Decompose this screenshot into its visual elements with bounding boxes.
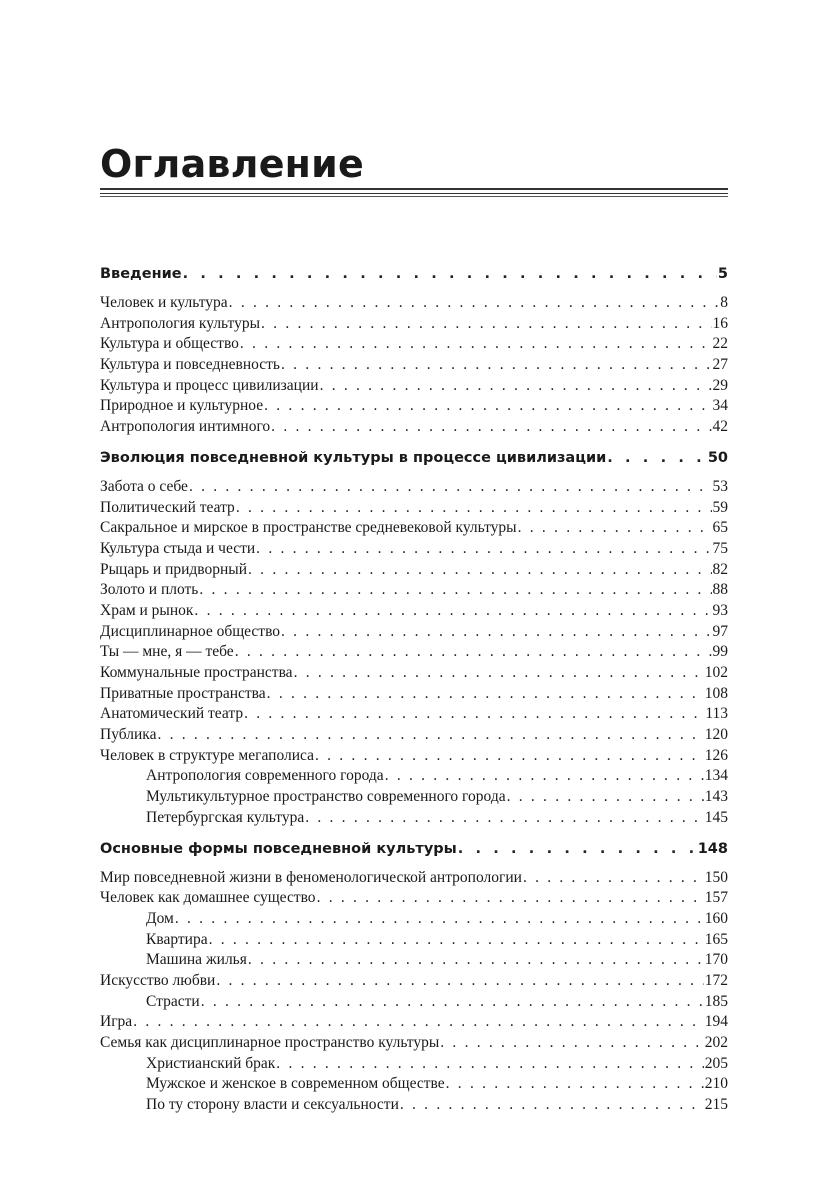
dot-leader	[281, 623, 711, 641]
entry-title: По ту сторону власти и сексуальности	[146, 1096, 399, 1114]
entry-title: Страсти	[146, 992, 200, 1010]
title-rule	[100, 196, 728, 197]
entry-page-number: 126	[704, 746, 728, 764]
entry-title: Антропология современного города	[146, 767, 384, 785]
entry-page-number: 157	[704, 889, 728, 907]
entry-page-number: 194	[704, 1013, 728, 1031]
toc-entry[interactable]	[100, 869, 728, 890]
entry-title: Ты — мне, я — тебе	[100, 643, 234, 661]
book-page	[100, 0, 728, 1200]
title-rule	[100, 193, 728, 194]
toc-entry[interactable]	[100, 685, 728, 706]
dot-leader	[133, 1013, 704, 1031]
dot-leader	[446, 1075, 704, 1093]
toc-entry[interactable]	[100, 356, 728, 377]
toc-entry[interactable]	[100, 664, 728, 685]
entry-page-number: 120	[704, 726, 728, 744]
dot-leader	[523, 869, 704, 887]
dot-leader	[267, 685, 704, 703]
toc-entry[interactable]	[100, 294, 728, 315]
entry-page-number: 215	[704, 1096, 728, 1114]
entry-page-number: 22	[712, 335, 728, 353]
entry-title: Приватные пространства	[100, 684, 266, 702]
entry-title: Семья как дисциплинарное пространство культуры	[100, 1034, 440, 1051]
toc-entry[interactable]	[100, 478, 728, 499]
dot-leader	[305, 809, 704, 827]
dot-leader	[240, 335, 712, 353]
toc-subentry[interactable]	[100, 910, 728, 931]
entry-page-number: 160	[704, 909, 728, 927]
entry-title: Человек как домашнее существо	[100, 889, 316, 907]
dot-leader	[276, 1055, 703, 1073]
entry-title: Дом	[146, 909, 174, 927]
dot-leader	[244, 705, 704, 723]
entry-page-number: 150	[704, 868, 728, 886]
entry-page-number: 16	[712, 314, 728, 332]
toc-subentry[interactable]	[100, 931, 728, 952]
toc-subentry[interactable]	[100, 788, 728, 809]
entry-title: Антропология культуры	[100, 314, 261, 332]
dot-leader	[607, 450, 707, 466]
entry-title: Культура и общество	[100, 335, 239, 353]
toc-entry[interactable]	[100, 643, 728, 664]
dot-leader	[175, 910, 704, 928]
entry-title: Квартира	[146, 930, 208, 948]
toc-subentry[interactable]	[100, 1096, 728, 1117]
dot-leader	[264, 397, 711, 415]
section-page-number: 50	[707, 449, 728, 466]
entry-page-number: 134	[704, 767, 728, 785]
dot-leader	[189, 478, 712, 496]
section-page-number: 148	[697, 840, 728, 857]
toc-entry[interactable]	[100, 726, 728, 747]
toc-entry[interactable]	[100, 889, 728, 910]
entry-page-number: 210	[704, 1075, 728, 1093]
toc-entry[interactable]	[100, 335, 728, 356]
entry-page-number: 82	[712, 560, 728, 578]
entry-page-number: 88	[712, 581, 728, 599]
dot-leader	[518, 519, 712, 537]
entry-title: Забота о себе	[100, 477, 188, 495]
entry-page-number: 170	[704, 951, 728, 969]
dot-leader	[281, 356, 712, 374]
dot-leader	[507, 788, 704, 806]
entry-page-number: 113	[705, 705, 728, 723]
dot-leader	[400, 1096, 704, 1114]
toc-entry[interactable]	[100, 315, 728, 336]
entry-page-number: 59	[712, 498, 728, 516]
dot-leader	[317, 889, 704, 907]
entry-title: Человек в структуре мегаполиса	[100, 746, 314, 764]
entry-title: Рыцарь и придворный	[100, 560, 248, 578]
entry-title: Христианский брак	[146, 1054, 276, 1072]
dot-leader	[235, 643, 712, 661]
entry-title: Антропология интимного	[100, 418, 271, 436]
entry-page-number: 75	[712, 539, 728, 557]
toc-subentry[interactable]	[100, 1075, 728, 1096]
entry-page-number: 108	[704, 684, 728, 702]
entry-title: Коммунальные пространства	[100, 664, 293, 681]
entry-title: Машина жилья	[146, 951, 247, 969]
dot-leader	[261, 315, 711, 333]
entry-page-number: 27	[712, 356, 728, 374]
dot-leader	[385, 767, 704, 785]
entry-title: Культура стыда и чести	[100, 539, 256, 557]
toc-entry[interactable]	[100, 418, 728, 439]
entry-page-number: 42	[712, 418, 728, 436]
entry-page-number: 145	[704, 808, 728, 826]
dot-leader	[271, 418, 711, 436]
table-of-contents	[100, 266, 728, 1117]
toc-entry[interactable]	[100, 747, 728, 768]
entry-title: Мультикультурное пространство современного города	[146, 788, 506, 806]
entry-page-number: 53	[712, 477, 728, 495]
entry-page-number: 99	[712, 643, 728, 661]
entry-page-number: 172	[704, 971, 728, 989]
entry-title: Храм и рынок	[100, 601, 194, 619]
section-title: Эволюция повседневной культуры в процессе цивилизации	[100, 449, 607, 466]
entry-page-number: 102	[704, 664, 728, 681]
section-title: Основные формы повседневной культуры	[100, 840, 457, 857]
toc-entry[interactable]	[100, 972, 728, 993]
entry-title: Петербургская культура	[146, 808, 305, 826]
toc-entry[interactable]	[100, 397, 728, 418]
toc-section-heading[interactable]	[100, 266, 728, 294]
dot-leader	[216, 972, 703, 990]
toc-section	[100, 450, 728, 830]
dot-leader	[157, 726, 703, 744]
toc-subentry[interactable]	[100, 951, 728, 972]
dot-leader	[201, 993, 704, 1011]
dot-leader	[209, 931, 704, 949]
page-title: Оглавление	[100, 142, 364, 186]
title-rule	[100, 188, 728, 190]
entry-page-number: 185	[704, 992, 728, 1010]
toc-entry[interactable]	[100, 1034, 728, 1055]
toc-subentry[interactable]	[100, 1055, 728, 1076]
entry-page-number: 97	[712, 622, 728, 640]
entry-title: Публика	[100, 726, 157, 744]
dot-leader	[194, 602, 711, 620]
entry-title: Анатомический театр	[100, 705, 244, 723]
toc-entry[interactable]	[100, 1013, 728, 1034]
section-title: Введение	[100, 266, 182, 282]
entry-title: Игра	[100, 1013, 133, 1031]
entry-page-number: 34	[712, 397, 728, 415]
entry-page-number: 65	[712, 519, 728, 537]
section-page-number: 5	[717, 266, 728, 282]
entry-title: Сакральное и мирское в пространстве средневековой культуры	[100, 519, 517, 537]
dot-leader	[320, 377, 712, 395]
dot-leader	[458, 841, 697, 857]
toc-entry[interactable]	[100, 561, 728, 582]
entry-title: Мир повседневной жизни в феноменологической антропологии	[100, 868, 522, 886]
dot-leader	[236, 499, 712, 517]
toc-section	[100, 841, 728, 1117]
toc-section	[100, 266, 728, 439]
toc-entry[interactable]	[100, 519, 728, 540]
entry-page-number: 143	[704, 788, 728, 806]
toc-section-heading[interactable]	[100, 841, 728, 869]
toc-entry[interactable]	[100, 377, 728, 398]
entry-page-number: 165	[704, 930, 728, 948]
dot-leader	[294, 664, 704, 682]
toc-subentry[interactable]	[100, 809, 728, 830]
dot-leader	[315, 747, 704, 765]
toc-entry[interactable]	[100, 602, 728, 623]
dot-leader	[256, 540, 711, 558]
toc-entry[interactable]	[100, 499, 728, 520]
dot-leader	[248, 561, 711, 579]
toc-subentry[interactable]	[100, 993, 728, 1014]
dot-leader	[248, 951, 704, 969]
toc-entry[interactable]	[100, 623, 728, 644]
entry-title: Политический театр	[100, 498, 235, 516]
entry-title: Золото и плоть	[100, 581, 199, 599]
dot-leader	[440, 1034, 703, 1052]
toc-entry[interactable]	[100, 540, 728, 561]
entry-page-number: 93	[712, 601, 728, 619]
entry-page-number: 205	[704, 1054, 728, 1072]
dot-leader	[199, 581, 711, 599]
toc-entry[interactable]	[100, 705, 728, 726]
entry-title: Дисциплинарное общество	[100, 622, 281, 640]
entry-title: Культура и процесс цивилизации	[100, 376, 319, 394]
entry-title: Природное и культурное	[100, 397, 264, 415]
entry-title: Культура и повседневность	[100, 356, 280, 374]
entry-page-number: 8	[720, 294, 728, 311]
dot-leader	[183, 266, 717, 282]
dot-leader	[229, 294, 720, 312]
entry-title: Мужское и женское в современном обществе	[146, 1075, 445, 1093]
toc-subentry[interactable]	[100, 767, 728, 788]
toc-entry[interactable]	[100, 581, 728, 602]
entry-title: Человек и культура	[100, 294, 228, 311]
entry-page-number: 29	[712, 376, 728, 394]
toc-section-heading[interactable]	[100, 450, 728, 478]
entry-title: Искусство любви	[100, 971, 216, 989]
entry-page-number: 202	[704, 1034, 728, 1051]
